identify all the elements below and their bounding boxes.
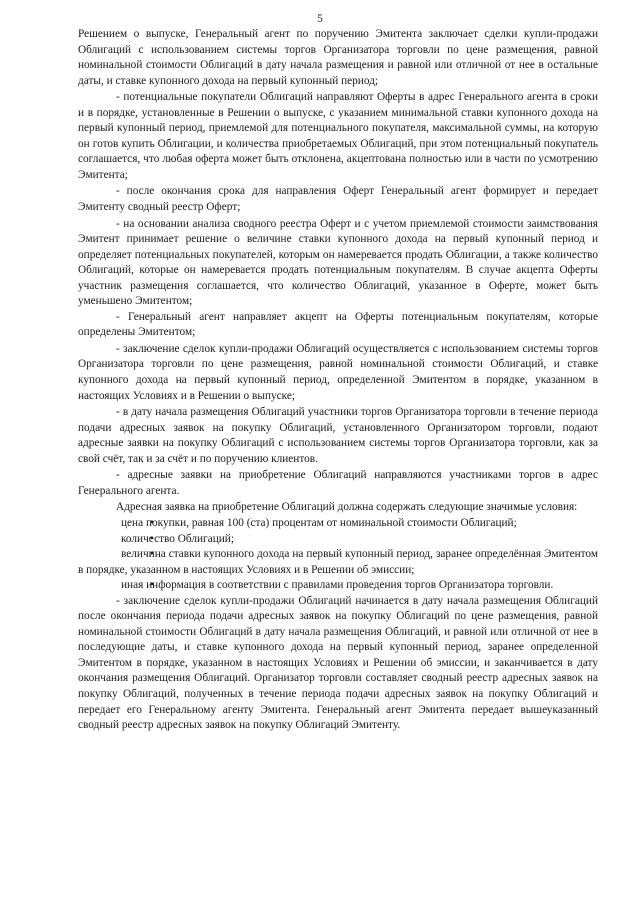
paragraph-offers: - потенциальные покупатели Облигаций направляют Оферты в адрес Генерального агента в сроки и в порядке, установленные в Решении о выпуске, с указанием минимальной ставки купонного дохода на первый купонный период, приемлемой для потенциального покупателя, максимальной суммы, на которую он готов купить Облигации, и количества приобретаемых Облигаций, при этом потенциальный покупатель соглашается, что любая оферта может быть отклонена, акцептована полностью или в части по усмотрению Эмитента; xyxy=(78,91,598,181)
page-number: 5 xyxy=(317,13,323,25)
paragraph-deals: - заключение сделок купли-продажи Облигаций осуществляется с использованием системы торгов Организатора торговли по цене размещения, равной номинальной стоимости Облигаций, и ставке купонного дохода на первый купонный период, определенной Эмитентом в порядке, указанном в настоящих Условиях и в Решении о выпуске; xyxy=(78,342,598,402)
condition-text: количество Облигаций; xyxy=(121,532,234,545)
paragraph-acceptance: - Генеральный агент направляет акцепт на Оферты потенциальным покупателям, которые определены Эмитентом; xyxy=(78,310,598,339)
bullet-icon xyxy=(114,578,121,594)
paragraph-issue-decision: Решением о выпуске, Генеральный агент по поручению Эмитента заключает сделки купли-продажи Облигаций с использованием системы торгов Организатора торговли по цене размещения, равной номинальной стоимости Облигаций в дату начала размещения и равной или отличной от нее в остальные даты, и ставке купонного дохода на первый купонный период; xyxy=(78,28,598,87)
bullet-icon xyxy=(114,547,121,563)
paragraph-placement-start: - в дату начала размещения Облигаций участники торгов Организатора торговли в течение периода подачи адресных заявок на покупку Облигаций, установленного Организатором торговли, подают адресные заявки на покупку Облигаций с использованием системы торгов Организатора торговли, как за свой счёт, так и за счёт и по поручению клиентов. xyxy=(78,406,598,465)
condition-text: иная информация в соответствии с правилами проведения торгов Организатора торговли. xyxy=(121,579,554,592)
paragraph-order-conditions: Адресная заявка на приобретение Облигаций должна содержать следующие значимые условия: xyxy=(116,501,578,514)
bullet-icon xyxy=(114,532,121,548)
paragraph-address-orders: - адресные заявки на приобретение Облигаций направляются участниками торгов в адрес Генерального агента. xyxy=(78,469,598,497)
paragraph-registry-analysis: - на основании анализа сводного реестра Оферт и с учетом приемлемой стоимости заимствования Эмитент принимает решение о величине ставки купонного дохода на первый купонный период и определяет потенциальных покупателей, которым он намеревается продать Облигации, а также количество Облигаций, которые он намеревается продать потенциальным покупателям. В случае акцепта Оферты участник размещения соглашается, что количество Облигаций, указанное в Оферте, может быть уменьшено Эмитентом; xyxy=(78,217,598,308)
paragraph-offer-registry: - после окончания срока для направления Оферт Генеральный агент формирует и передает Эмитенту сводный реестр Оферт; xyxy=(78,185,598,214)
condition-item xyxy=(78,547,598,578)
paragraph-deal-start: - заключение сделок купли-продажи Облигаций начинается в дату начала размещения Облигаций после окончания периода подачи адресных заявок на покупку Облигаций по цене размещения, равной номинальной стоимости Облигаций в дату начала размещения Облигаций, и равной или отличной от нее в последующие даты, и ставке купонного дохода на первый купонный период, заранее определенной Эмитентом в порядке, указанном в настоящих Условиях и Решении об эмиссии, и заканчивается в дату окончания размещения Облигаций. Организатор торговли составляет сводный реестр адресных заявок на покупку Облигаций, полученных в течение периода подачи адресных заявок на покупку Облигаций и передает его Генеральному агенту Эмитента. Генеральный агент Эмитента передает вышеуказанный сводный реестр адресных заявок на покупку Облигаций Эмитенту. xyxy=(78,594,598,732)
document-body xyxy=(78,27,598,734)
condition-text: цена покупки, равная 100 (ста) процентам от номинальной стоимости Облигаций; xyxy=(121,516,517,529)
condition-text: величина ставки купонного дохода на первый купонный период, заранее определённая Эмитентом в порядке, указанном в настоящих Условиях и в Решении об эмиссии; xyxy=(78,548,598,576)
condition-item xyxy=(78,532,598,548)
bullet-icon xyxy=(114,516,121,532)
condition-item xyxy=(78,516,598,532)
condition-item xyxy=(78,578,598,594)
